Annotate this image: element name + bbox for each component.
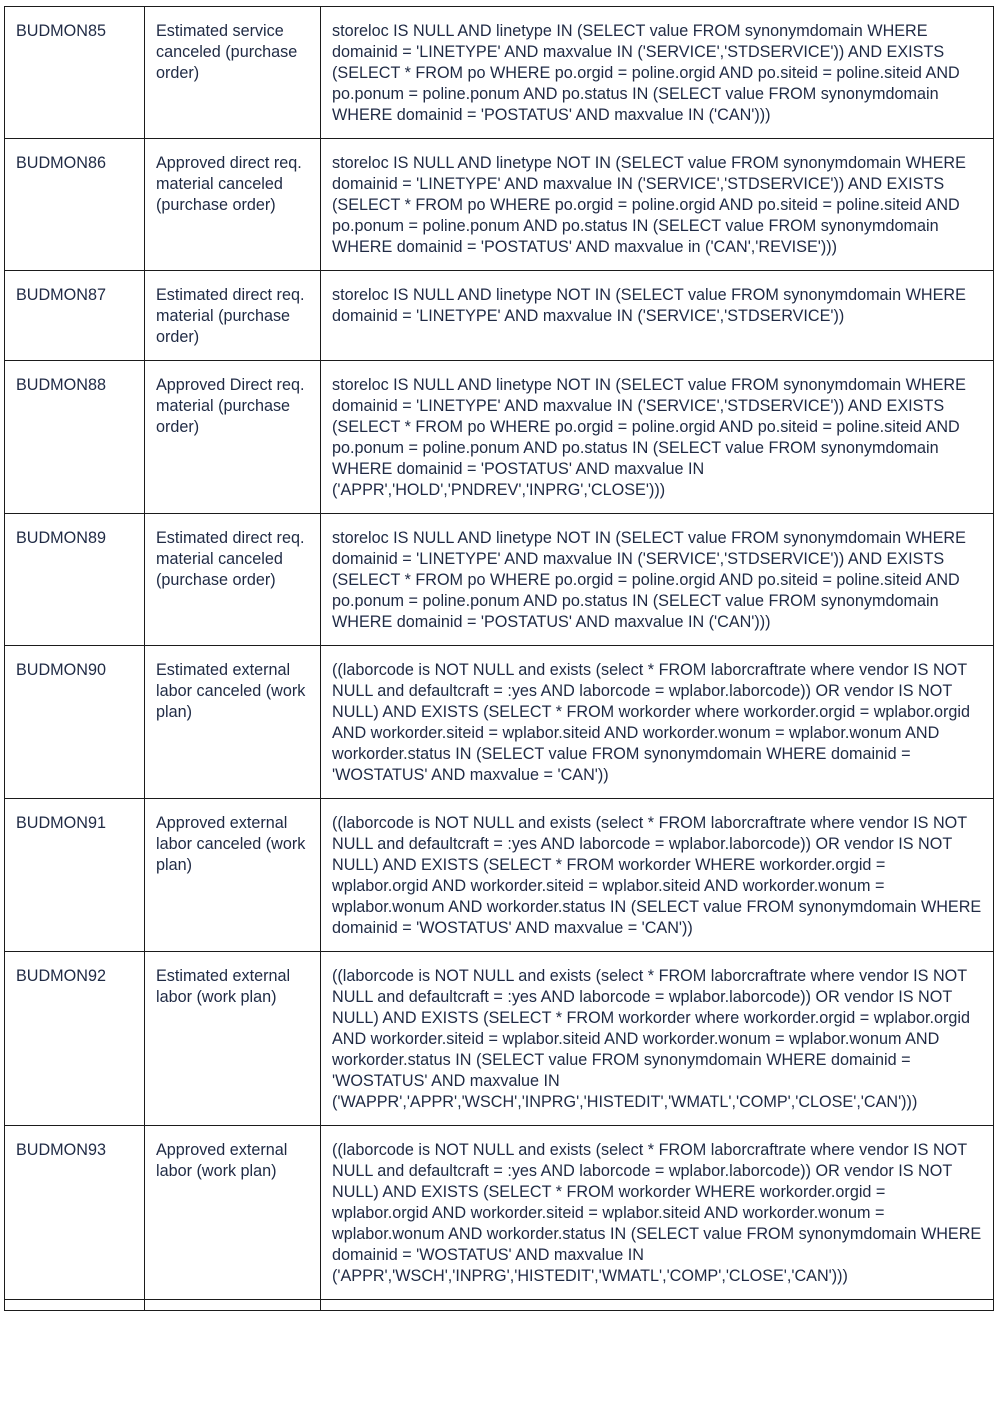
continuation-cell (145, 1300, 321, 1311)
row-id: BUDMON87 (5, 271, 145, 361)
row-condition: storeloc IS NULL AND linetype NOT IN (SELECT value FROM synonymdomain WHERE domainid = 'LINETYPE' AND maxvalue IN ('SERVICE','STDSERVICE')) (321, 271, 994, 361)
row-id: BUDMON91 (5, 799, 145, 952)
row-description: Estimated external labor canceled (work plan) (145, 646, 321, 799)
row-id: BUDMON89 (5, 514, 145, 646)
row-description: Estimated direct req. material canceled (purchase order) (145, 514, 321, 646)
row-description: Approved Direct req. material (purchase order) (145, 361, 321, 514)
row-description: Approved external labor (work plan) (145, 1126, 321, 1300)
continuation-cell (5, 1300, 145, 1311)
row-condition: storeloc IS NULL AND linetype NOT IN (SELECT value FROM synonymdomain WHERE domainid = 'LINETYPE' AND maxvalue IN ('SERVICE','STDSERVICE')) AND EXISTS (SELECT * FROM po WHERE po.orgid = poline.orgid AND po.siteid = poline.siteid AND po.ponum = poline.ponum AND po.status IN (SELECT value FROM synonymdomain WHERE domainid = 'POSTATUS' AND maxvalue IN ('APPR','HOLD','PNDREV','INPRG','CLOSE'))) (321, 361, 994, 514)
budget-monitoring-table (4, 6, 994, 1311)
row-condition: storeloc IS NULL AND linetype IN (SELECT value FROM synonymdomain WHERE domainid = 'LINETYPE' AND maxvalue IN ('SERVICE','STDSERVICE')) AND EXISTS (SELECT * FROM po WHERE po.orgid = poline.orgid AND po.siteid = poline.siteid AND po.ponum = poline.ponum AND po.status IN (SELECT value FROM synonymdomain WHERE domainid = 'POSTATUS' AND maxvalue IN ('CAN'))) (321, 7, 994, 139)
table-row (5, 7, 994, 139)
row-id: BUDMON85 (5, 7, 145, 139)
table-row-continuation (5, 1300, 994, 1311)
table-row (5, 271, 994, 361)
row-id: BUDMON86 (5, 139, 145, 271)
row-id: BUDMON93 (5, 1126, 145, 1300)
row-description: Approved external labor canceled (work plan) (145, 799, 321, 952)
row-id: BUDMON90 (5, 646, 145, 799)
table-body (5, 7, 994, 1311)
row-description: Approved direct req. material canceled (purchase order) (145, 139, 321, 271)
row-condition: ((laborcode is NOT NULL and exists (select * FROM laborcraftrate where vendor IS NOT NULL and defaultcraft = :yes AND laborcode = wplabor.laborcode)) OR vendor IS NOT NULL) AND EXISTS (SELECT * FROM workorder WHERE workorder.orgid = wplabor.orgid AND workorder.siteid = wplabor.siteid AND workorder.wonum = wplabor.wonum AND workorder.status IN (SELECT value FROM synonymdomain WHERE domainid = 'WOSTATUS' AND maxvalue = 'CAN')) (321, 799, 994, 952)
row-condition: storeloc IS NULL AND linetype NOT IN (SELECT value FROM synonymdomain WHERE domainid = 'LINETYPE' AND maxvalue IN ('SERVICE','STDSERVICE')) AND EXISTS (SELECT * FROM po WHERE po.orgid = poline.orgid AND po.siteid = poline.siteid AND po.ponum = poline.ponum AND po.status IN (SELECT value FROM synonymdomain WHERE domainid = 'POSTATUS' AND maxvalue IN ('CAN'))) (321, 514, 994, 646)
table-row (5, 1126, 994, 1300)
table-row (5, 646, 994, 799)
table-row (5, 361, 994, 514)
row-condition: ((laborcode is NOT NULL and exists (select * FROM laborcraftrate where vendor IS NOT NULL and defaultcraft = :yes AND laborcode = wplabor.laborcode)) OR vendor IS NOT NULL) AND EXISTS (SELECT * FROM workorder where workorder.orgid = wplabor.orgid AND workorder.siteid = wplabor.siteid AND workorder.wonum = wplabor.wonum AND workorder.status IN (SELECT value FROM synonymdomain WHERE domainid = 'WOSTATUS' AND maxvalue = 'CAN')) (321, 646, 994, 799)
row-id: BUDMON88 (5, 361, 145, 514)
row-description: Estimated external labor (work plan) (145, 952, 321, 1126)
row-id: BUDMON92 (5, 952, 145, 1126)
row-description: Estimated service canceled (purchase order) (145, 7, 321, 139)
row-condition: ((laborcode is NOT NULL and exists (select * FROM laborcraftrate where vendor IS NOT NULL and defaultcraft = :yes AND laborcode = wplabor.laborcode)) OR vendor IS NOT NULL) AND EXISTS (SELECT * FROM workorder WHERE workorder.orgid = wplabor.orgid AND workorder.siteid = wplabor.siteid AND workorder.wonum = wplabor.wonum AND workorder.status IN (SELECT value FROM synonymdomain WHERE domainid = 'WOSTATUS' AND maxvalue IN ('APPR','WSCH','INPRG','HISTEDIT','WMATL','COMP','CLOSE','CAN'))) (321, 1126, 994, 1300)
table-row (5, 952, 994, 1126)
continuation-cell (321, 1300, 994, 1311)
table-row (5, 514, 994, 646)
row-condition: ((laborcode is NOT NULL and exists (select * FROM laborcraftrate where vendor IS NOT NULL and defaultcraft = :yes AND laborcode = wplabor.laborcode)) OR vendor IS NOT NULL) AND EXISTS (SELECT * FROM workorder where workorder.orgid = wplabor.orgid AND workorder.siteid = wplabor.siteid AND workorder.wonum = wplabor.wonum AND workorder.status IN (SELECT value FROM synonymdomain WHERE domainid = 'WOSTATUS' AND maxvalue IN ('WAPPR','APPR','WSCH','INPRG','HISTEDIT','WMATL','COMP','CLOSE','CAN'))) (321, 952, 994, 1126)
table-row (5, 139, 994, 271)
row-description: Estimated direct req. material (purchase order) (145, 271, 321, 361)
row-condition: storeloc IS NULL AND linetype NOT IN (SELECT value FROM synonymdomain WHERE domainid = 'LINETYPE' AND maxvalue IN ('SERVICE','STDSERVICE')) AND EXISTS (SELECT * FROM po WHERE po.orgid = poline.orgid AND po.siteid = poline.siteid AND po.ponum = poline.ponum AND po.status IN (SELECT value FROM synonymdomain WHERE domainid = 'POSTATUS' AND maxvalue in ('CAN','REVISE'))) (321, 139, 994, 271)
table-row (5, 799, 994, 952)
